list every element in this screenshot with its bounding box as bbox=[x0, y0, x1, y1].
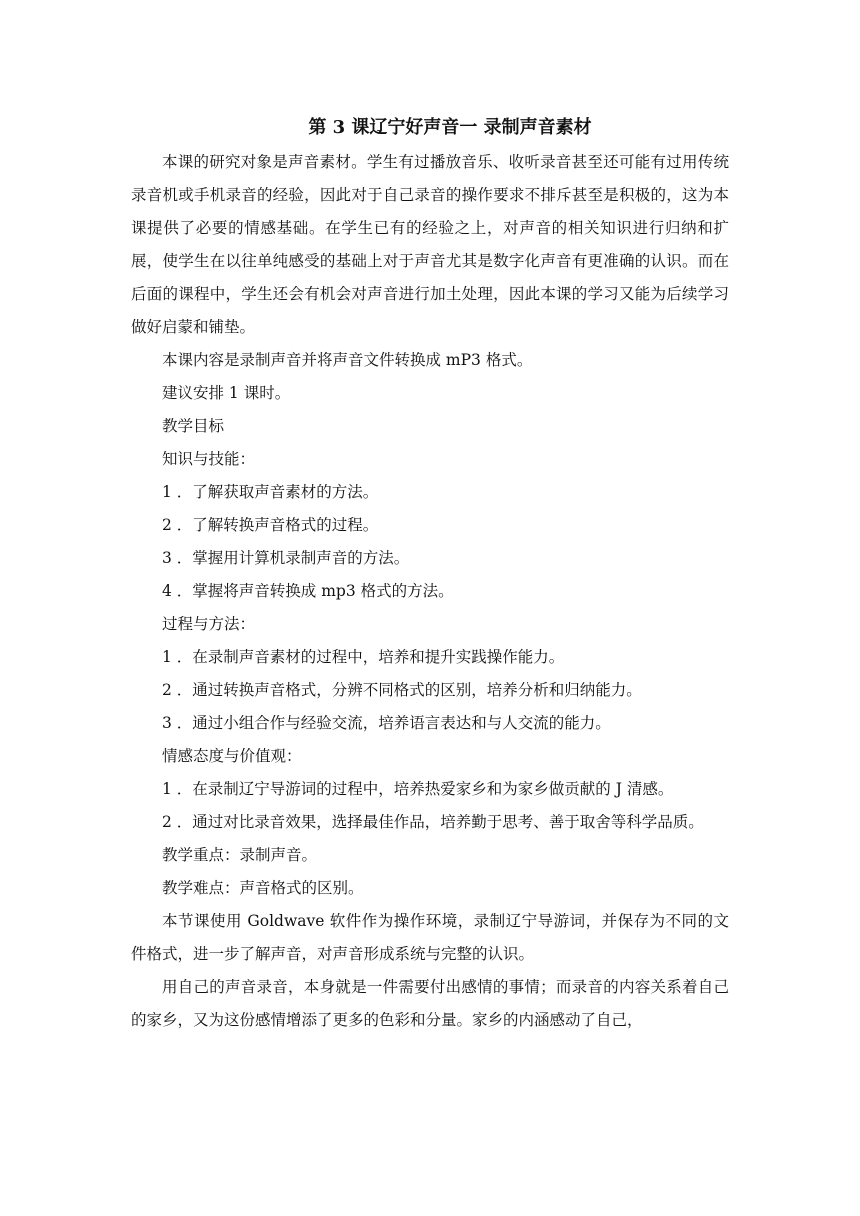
paragraph-software: 本节课使用 Goldwave 软件作为操作环境，录制辽宁导游词，并保存为不同的文件格式，进一步了解声音，对声音形成系统与完整的认识。 bbox=[131, 912, 729, 963]
list-item: 2 ．通过转换声音格式，分辨不同格式的区别，培养分析和归纳能力。 bbox=[162, 681, 642, 699]
document-page bbox=[131, 112, 729, 1037]
list-item: 4 ．掌握将声音转换成 mp3 格式的方法。 bbox=[162, 582, 454, 600]
list-item: 2 ．了解转换声音格式的过程。 bbox=[162, 516, 379, 534]
paragraph-difficulty: 教学难点：声音格式的区别。 bbox=[162, 879, 364, 897]
paragraph-emotion: 用自己的声音录音，本身就是一件需要付出感情的事情；而录音的内容关系着自己的家乡，又为这份感情增添了更多的色彩和分量。家乡的内涵感动了自己， bbox=[131, 978, 729, 1029]
paragraph-key-point: 教学重点：录制声音。 bbox=[162, 846, 318, 864]
heading-teaching-goals: 教学目标 bbox=[162, 417, 225, 435]
document-title: 第 3 课辽宁好声音一 录制声音素材 bbox=[308, 117, 592, 138]
list-item: 2 ．通过对比录音效果，选择最佳作品，培养勤于思考、善于取舍等科学品质。 bbox=[162, 813, 704, 831]
list-item: 1 ．了解获取声音素材的方法。 bbox=[162, 483, 379, 501]
heading-process-methods: 过程与方法： bbox=[162, 615, 256, 633]
list-item: 3 ．通过小组合作与经验交流，培养语言表达和与人交流的能力。 bbox=[162, 714, 611, 732]
paragraph-duration: 建议安排 1 课时。 bbox=[162, 384, 291, 402]
heading-knowledge-skills: 知识与技能： bbox=[162, 450, 256, 468]
paragraph-content: 本课内容是录制声音并将声音文件转换成 mP3 格式。 bbox=[162, 351, 533, 369]
list-item: 3 ．掌握用计算机录制声音的方法。 bbox=[162, 549, 410, 567]
list-item: 1 ．在录制声音素材的过程中，培养和提升实践操作能力。 bbox=[162, 648, 565, 666]
heading-attitudes-values: 情感态度与价值观： bbox=[162, 747, 302, 765]
paragraph-intro: 本课的研究对象是声音素材。学生有过播放音乐、收听录音甚至还可能有过用传统录音机或手机录音的经验，因此对于自己录音的操作要求不排斥甚至是积极的，这为本课提供了必要的情感基础。在学生已有的经验之上，对声音的相关知识进行归纳和扩展，使学生在以往单纯感受的基础上对于声音尤其是数字化声音有更准确的认识。而在后面的课程中，学生还会有机会对声音进行加土处理，因此本课的学习又能为后续学习做好启蒙和铺垫。 bbox=[131, 153, 729, 336]
list-item: 1 ．在录制辽宁导游词的过程中，培养热爱家乡和为家乡做贡献的 J 清感。 bbox=[162, 780, 674, 798]
